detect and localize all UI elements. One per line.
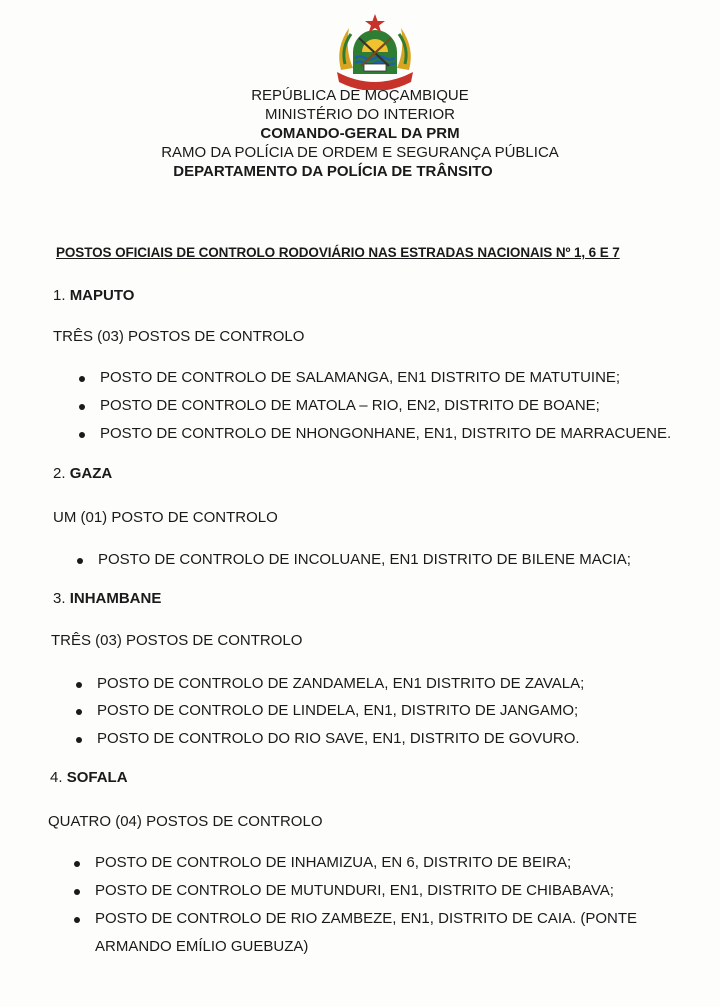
bullet-icon <box>76 737 82 743</box>
section-number: 3. <box>53 590 66 607</box>
section-count-maputo: TRÊS (03) POSTOS DE CONTROLO <box>53 328 305 345</box>
header-department: DEPARTAMENTO DA POLÍCIA DE TRÂNSITO <box>173 163 493 180</box>
section-name: GAZA <box>69 465 113 482</box>
list-item: POSTO DE CONTROLO DE NHONGONHANE, EN1, DISTRITO DE MARRACUENE. <box>100 425 672 442</box>
national-emblem-icon <box>331 12 419 90</box>
bullet-icon <box>76 682 82 688</box>
section-count-sofala: QUATRO (04) POSTOS DE CONTROLO <box>48 813 323 830</box>
list-item: POSTO DE CONTROLO DE LINDELA, EN1, DISTRITO DE JANGAMO; <box>97 702 579 719</box>
bullet-icon <box>74 917 80 923</box>
bullet-icon <box>77 558 83 564</box>
list-item: POSTO DE CONTROLO DE MATOLA – RIO, EN2, DISTRITO DE BOANE; <box>100 397 600 414</box>
list-item: POSTO DE CONTROLO DE SALAMANGA, EN1 DISTRITO DE MATUTUINE; <box>100 369 621 386</box>
bullet-icon <box>74 861 80 867</box>
header-command: COMANDO-GERAL DA PRM <box>260 125 460 142</box>
section-number: 1. <box>53 287 66 304</box>
document-title: POSTOS OFICIAIS DE CONTROLO RODOVIÁRIO NAS ESTRADAS NACIONAIS Nº 1, 6 E 7 <box>56 245 620 260</box>
list-item: POSTO DE CONTROLO DE RIO ZAMBEZE, EN1, DISTRITO DE CAIA. (PONTE <box>95 910 638 927</box>
bullet-icon <box>79 432 85 438</box>
section-number: 2. <box>53 465 66 482</box>
section-heading-maputo <box>53 287 134 304</box>
list-item: POSTO DE CONTROLO DO RIO SAVE, EN1, DISTRITO DE GOVURO. <box>97 730 580 747</box>
header-republic: REPÚBLICA DE MOÇAMBIQUE <box>251 87 469 104</box>
list-item: POSTO DE CONTROLO DE INCOLUANE, EN1 DISTRITO DE BILENE MACIA; <box>98 551 631 568</box>
header-ministry: MINISTÉRIO DO INTERIOR <box>264 106 455 123</box>
section-heading-gaza <box>53 465 112 482</box>
section-name: MAPUTO <box>69 287 135 304</box>
bullet-icon <box>74 889 80 895</box>
list-item: POSTO DE CONTROLO DE INHAMIZUA, EN 6, DISTRITO DE BEIRA; <box>95 854 572 871</box>
section-number: 4. <box>50 769 63 786</box>
bullet-icon <box>79 376 85 382</box>
bullet-icon <box>79 404 85 410</box>
list-item: POSTO DE CONTROLO DE MUTUNDURI, EN1, DISTRITO DE CHIBABAVA; <box>95 882 614 899</box>
section-heading-sofala <box>50 769 128 786</box>
bullet-icon <box>76 709 82 715</box>
header-branch: RAMO DA POLÍCIA DE ORDEM E SEGURANÇA PÚBLICA <box>161 144 559 161</box>
list-item: POSTO DE CONTROLO DE ZANDAMELA, EN1 DISTRITO DE ZAVALA; <box>97 675 585 692</box>
section-heading-inhambane <box>53 590 161 607</box>
section-name: SOFALA <box>66 769 128 786</box>
section-name: INHAMBANE <box>69 590 162 607</box>
list-item-continuation: ARMANDO EMÍLIO GUEBUZA) <box>95 938 309 955</box>
section-count-inhambane: TRÊS (03) POSTOS DE CONTROLO <box>51 632 303 649</box>
section-count-gaza: UM (01) POSTO DE CONTROLO <box>53 509 278 526</box>
